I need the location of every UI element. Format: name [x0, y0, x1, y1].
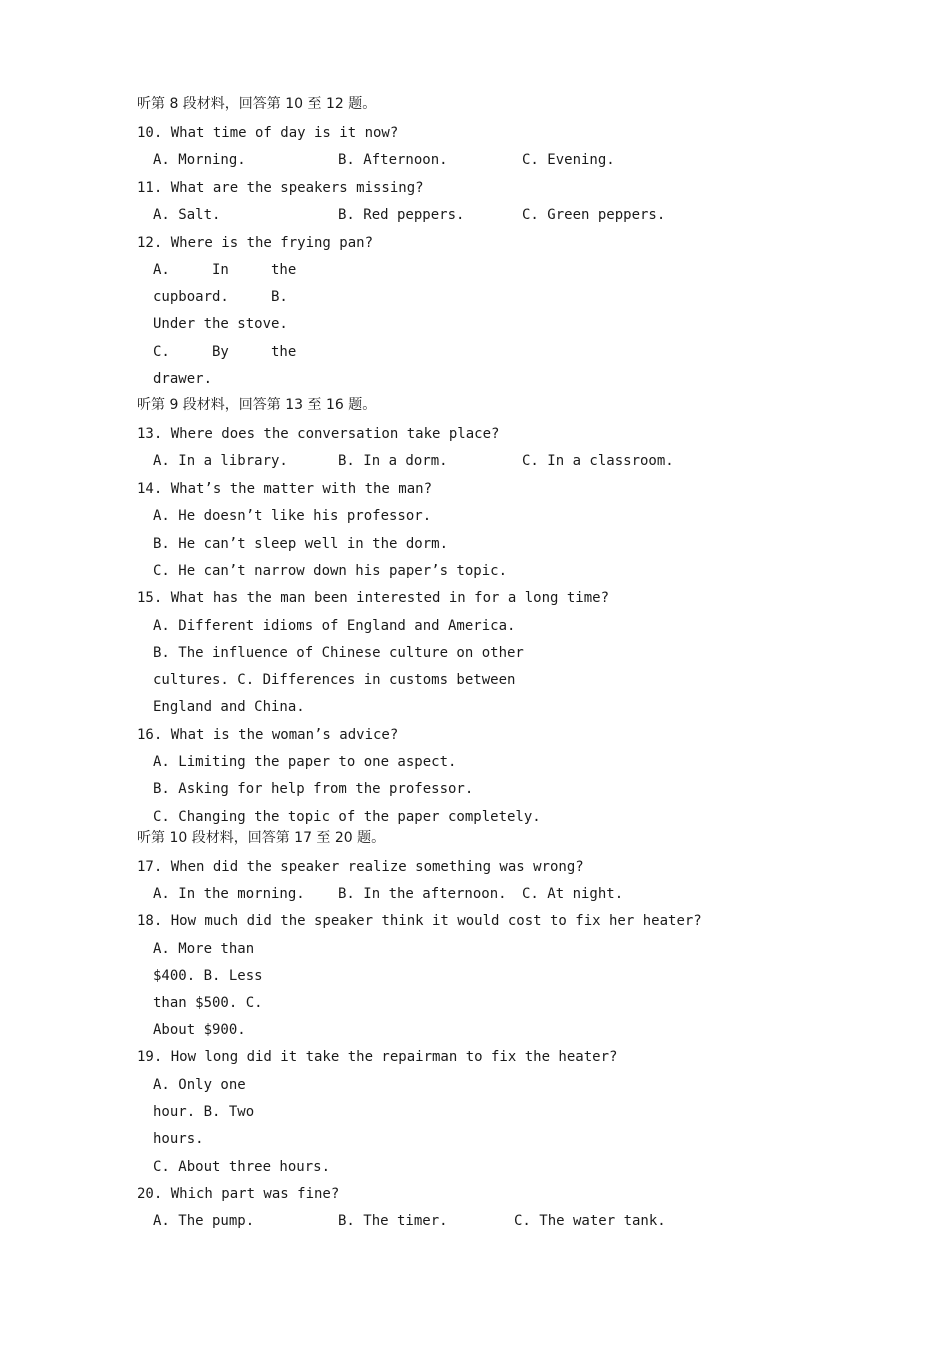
option-b: B. Red peppers. [338, 207, 465, 223]
option-b: B. The timer. [338, 1213, 448, 1229]
option-b: B. In the afternoon. [338, 886, 507, 902]
option-line: C. By the [153, 344, 297, 360]
option-line: A. Limiting the paper to one aspect. [153, 754, 457, 770]
option-a: A. Morning. [153, 152, 246, 168]
question-stem: 13. Where does the conversation take place? [137, 426, 500, 442]
option-c: C. The water tank. [514, 1213, 666, 1229]
option-a: A. Salt. [153, 207, 221, 223]
option-line: B. He can’t sleep well in the dorm. [153, 536, 449, 552]
option-line: hour. B. Two [153, 1104, 255, 1120]
option-a: A. In the morning. [153, 886, 305, 902]
section-heading: 听第 9 段材料，回答第 13 至 16 题。 [137, 397, 377, 413]
option-line: About $900. [153, 1022, 246, 1038]
option-b: B. Afternoon. [338, 152, 448, 168]
option-line: C. Changing the topic of the paper completely. [153, 809, 541, 825]
option-a: A. The pump. [153, 1213, 255, 1229]
question-stem: 14. What’s the matter with the man? [137, 481, 433, 497]
question-stem: 19. How long did it take the repairman to fix the heater? [137, 1049, 618, 1065]
option-line: cupboard. B. [153, 289, 288, 305]
option-line: A. More than [153, 941, 255, 957]
option-line: A. Only one [153, 1077, 246, 1093]
option-line: B. Asking for help from the professor. [153, 781, 474, 797]
question-stem: 17. When did the speaker realize something was wrong? [137, 859, 584, 875]
question-stem: 11. What are the speakers missing? [137, 180, 424, 196]
option-line: C. About three hours. [153, 1159, 331, 1175]
question-stem: 20. Which part was fine? [137, 1186, 340, 1202]
option-c: C. Green peppers. [522, 207, 666, 223]
question-stem: 18. How much did the speaker think it would cost to fix her heater? [137, 913, 702, 929]
option-c: C. At night. [522, 886, 624, 902]
section-heading: 听第 10 段材料，回答第 17 至 20 题。 [137, 830, 386, 846]
option-a: A. In a library. [153, 453, 288, 469]
option-line: $400. B. Less [153, 968, 263, 984]
option-c: C. Evening. [522, 152, 615, 168]
option-line: C. He can’t narrow down his paper’s topic. [153, 563, 508, 579]
option-line: A. Different idioms of England and America. [153, 618, 516, 634]
question-stem: 10. What time of day is it now? [137, 125, 399, 141]
option-line: drawer. [153, 371, 213, 387]
question-stem: 16. What is the woman’s advice? [137, 727, 399, 743]
option-line: A. In the [153, 262, 297, 278]
option-line: hours. [153, 1131, 204, 1147]
option-line: than $500. C. [153, 995, 263, 1011]
option-b: B. In a dorm. [338, 453, 448, 469]
section-heading: 听第 8 段材料，回答第 10 至 12 题。 [137, 96, 377, 112]
question-stem: 12. Where is the frying pan? [137, 235, 374, 251]
option-line: cultures. C. Differences in customs between [153, 672, 516, 688]
option-line: England and China. [153, 699, 305, 715]
option-line: Under the stove. [153, 316, 288, 332]
option-c: C. In a classroom. [522, 453, 674, 469]
option-line: B. The influence of Chinese culture on other [153, 645, 524, 661]
option-line: A. He doesn’t like his professor. [153, 508, 432, 524]
question-stem: 15. What has the man been interested in for a long time? [137, 590, 610, 606]
